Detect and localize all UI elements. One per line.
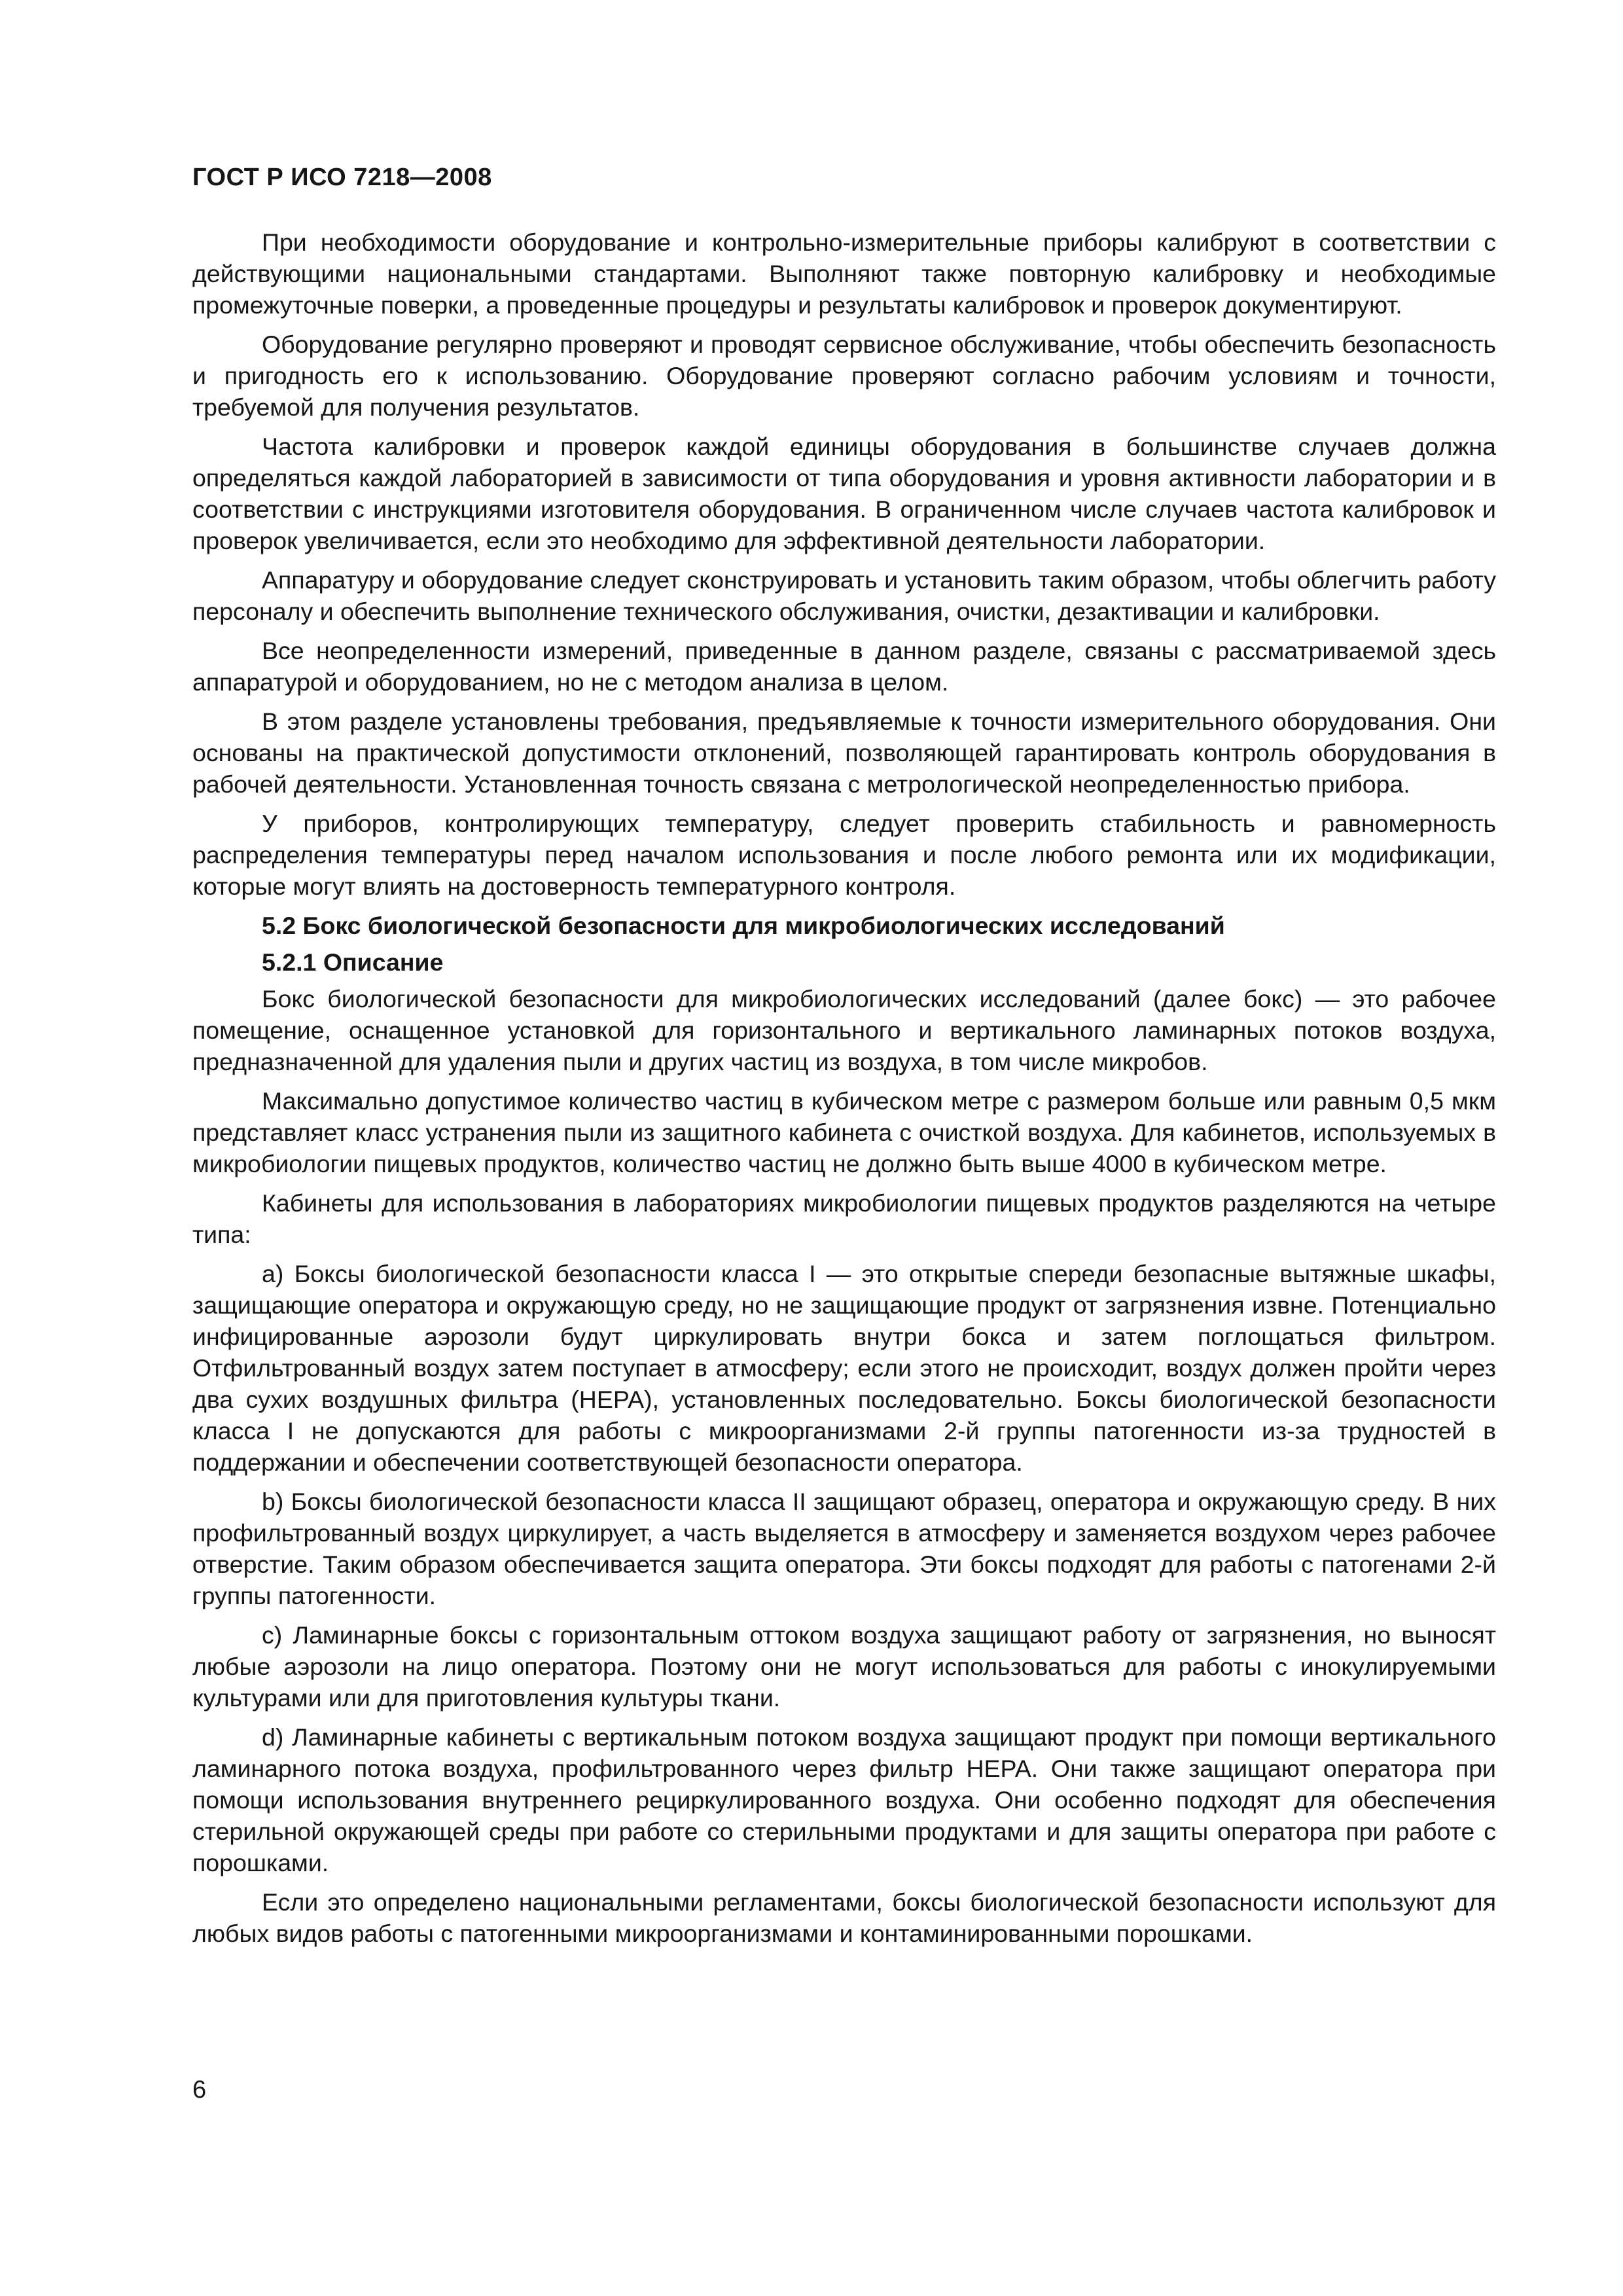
paragraph: Бокс биологической безопасности для микробиологических исследований (далее бокс) — это рабочее помещение, оснащенное установкой для горизонтального и вертикального ламинарных потоков воздуха, предназначенной для удаления пыли и других частиц из воздуха, в том числе микробов.	[192, 985, 1496, 1075]
standard-header: ГОСТ Р ИСО 7218—2008	[192, 164, 492, 191]
paragraph: У приборов, контролирующих температуру, следует проверить стабильность и равномерность распределения температуры перед началом использования и после любого ремонта или их модификации, которые могут влиять на достоверность температурного контроля.	[192, 810, 1496, 900]
list-item-b: b) Боксы биологической безопасности класса II защищают образец, оператора и окружающую среду. В них профильтрованный воздух циркулирует, а часть выделяется в атмосферу и заменяется воздухом через рабочее отверстие. Таким образом обеспечивается защита оператора. Эти боксы подходят для работы с патогенами 2-й группы патогенности.	[192, 1488, 1496, 1609]
paragraph: Частота калибровки и проверок каждой единицы оборудования в большинстве случаев должна определяться каждой лабораторией в зависимости от типа оборудования и уровня активности лаборатории и в соответствии с инструкциями изготовителя оборудования. В ограниченном числе случаев частота калибровок и проверок увеличивается, если это необходимо для эффективной деятельности лаборатории.	[192, 433, 1496, 554]
paragraph: Если это определено национальными регламентами, боксы биологической безопасности используют для любых видов работы с патогенными микроорганизмами и контаминированными порошками.	[192, 1888, 1496, 1947]
paragraph: В этом разделе установлены требования, предъявляемые к точности измерительного оборудования. Они основаны на практической допустимости отклонений, позволяющей гарантировать контроль оборудования в рабочей деятельности. Установленная точность связана с метрологической неопределенностью прибора.	[192, 708, 1496, 798]
paragraph: Кабинеты для использования в лабораториях микробиологии пищевых продуктов разделяются на четыре типа:	[192, 1189, 1496, 1248]
paragraph: Оборудование регулярно проверяют и проводят сервисное обслуживание, чтобы обеспечить безопасность и пригодность его к использованию. Оборудование проверяют согласно рабочим условиям и точности, требуемой для получения результатов.	[192, 331, 1496, 421]
list-item-a: a) Боксы биологической безопасности класса I — это открытые спереди безопасные вытяжные шкафы, защищающие оператора и окружающую среду, но не защищающие продукт от загрязнения извне. Потенциально инфицированные аэрозоли будут циркулировать внутри бокса и затем поглощаться фильтром. Отфильтрованный воздух затем поступает в атмосферу; если этого не происходит, воздух должен пройти через два сухих воздушных фильтра (HEPA), установленных последовательно. Боксы биологической безопасности класса I не допускаются для работы с микроорганизмами 2-й группы патогенности из-за трудностей в поддержании и обеспечении соответствующей безопасности оператора.	[192, 1260, 1496, 1476]
paragraph: Все неопределенности измерений, приведенные в данном разделе, связаны с рассматриваемой здесь аппаратурой и оборудованием, но не с методом анализа в целом.	[192, 637, 1496, 696]
paragraph: При необходимости оборудование и контрольно-измерительные приборы калибруют в соответствии с действующими национальными стандартами. Выполняют также повторную калибровку и необходимые промежуточные поверки, а проведенные процедуры и результаты калибровок и проверок документируют.	[192, 228, 1496, 319]
page-number: 6	[192, 2076, 207, 2104]
subsection-heading: 5.2.1 Описание	[262, 948, 444, 976]
section-heading: 5.2 Бокс биологической безопасности для микробиологических исследований	[262, 912, 1225, 939]
document-body	[192, 226, 1496, 1957]
list-item-c: c) Ламинарные боксы с горизонтальным оттоком воздуха защищают работу от загрязнения, но выносят любые аэрозоли на лицо оператора. Поэтому они не могут использоваться для работы с инокулируемыми культурами или для приготовления культуры ткани.	[192, 1621, 1496, 1712]
list-item-d: d) Ламинарные кабинеты с вертикальным потоком воздуха защищают продукт при помощи вертикального ламинарного потока воздуха, профильтрованного через фильтр HEPA. Они также защищают оператора при помощи использования внутреннего рециркулированного воздуха. Они особенно подходят для обеспечения стерильной окружающей среды при работе со стерильными продуктами и для защиты оператора при работе с порошками.	[192, 1723, 1496, 1876]
paragraph: Аппаратуру и оборудование следует сконструировать и установить таким образом, чтобы облегчить работу персоналу и обеспечить выполнение технического обслуживания, очистки, дезактивации и калибровки.	[192, 566, 1496, 625]
paragraph: Максимально допустимое количество частиц в кубическом метре с размером больше или равным 0,5 мкм представляет класс устранения пыли из защитного кабинета с очисткой воздуха. Для кабинетов, используемых в микробиологии пищевых продуктов, количество частиц не должно быть выше 4000 в кубическом метре.	[192, 1087, 1496, 1177]
